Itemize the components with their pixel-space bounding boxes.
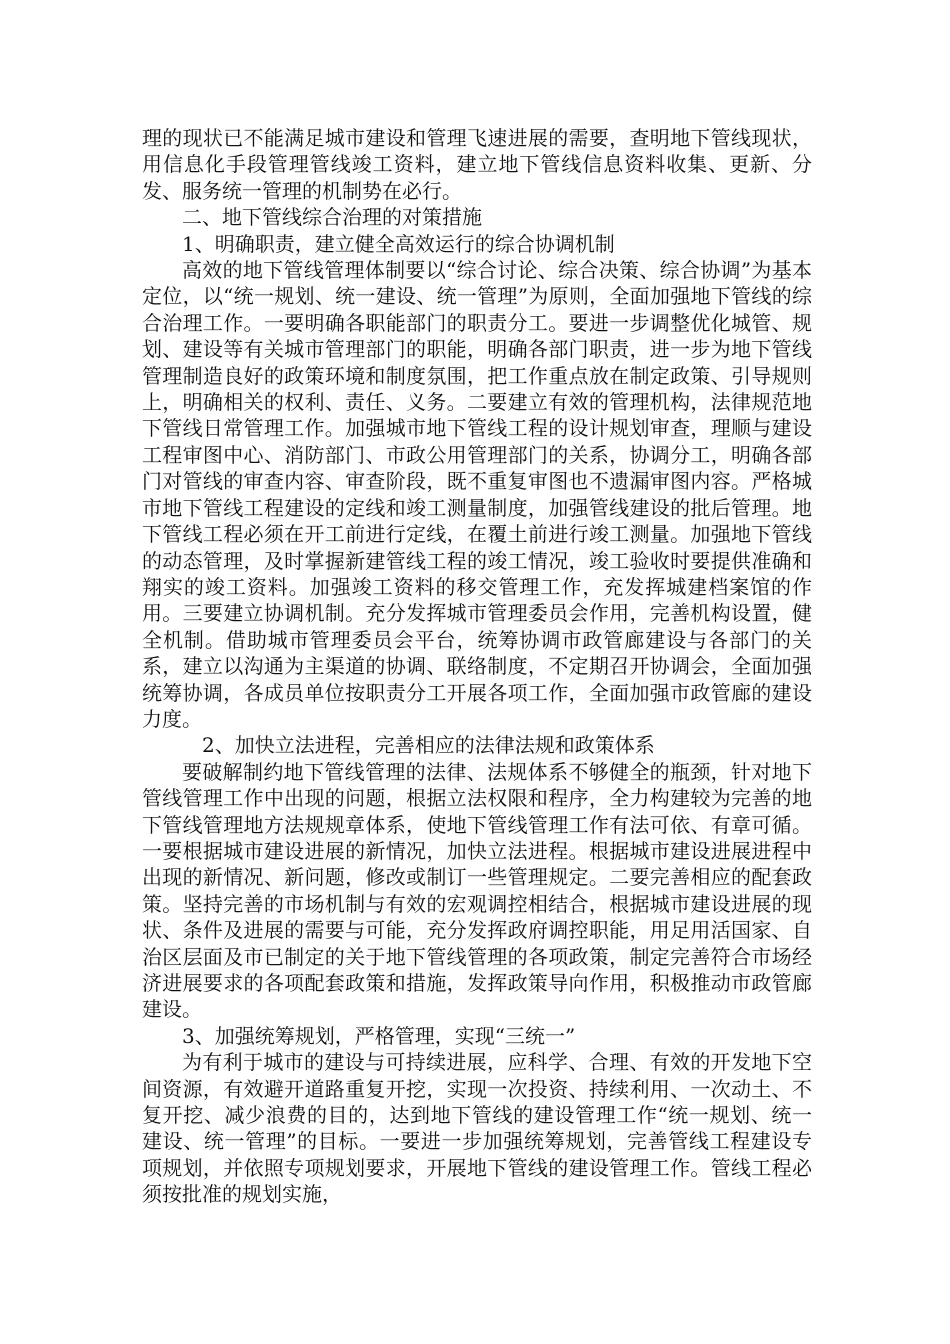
document-body	[142, 125, 812, 1208]
paragraph-intro-continuation: 理的现状已不能满足城市建设和管理飞速进展的需要，查明地下管线现状，用信息化手段管理管线竣工资料，建立地下管线信息资料收集、更新、分发、服务统一管理的机制势在必行。	[142, 126, 812, 203]
subheading-coordination-mechanism: 1、明确职责，建立健全高效运行的综合协调机制	[182, 231, 615, 256]
paragraph-coordination: 高效的地下管线管理体制要以“综合讨论、综合决策、综合协调”为基本定位，以“统一规划、统一建设、统一管理”为原则，全面加强地下管线的综合治理工作。一要明确各职能部门的职责分工。要进一步调整优化城管、规划、建设等有关城市管理部门的职能，明确各部门职责，进一步为地下管线管理制造良好的政策环境和制度氛围，把工作重点放在制定政策、引导规则上，明确相关的权利、责任、义务。二要建立有效的管理机构，法律规范地下管线日常管理工作。加强城市地下管线工程的设计规划审查，理顺与建设工程审图中心、消防部门、市政公用管理部门的关系，协调分工，明确各部门对管线的审查内容、审查阶段，既不重复审图也不遗漏审图内容。严格城市地下管线工程建设的定线和竣工测量制度，加强管线建设的批后管理。地下管线工程必须在开工前进行定线，在覆土前进行竣工测量。加强地下管线的动态管理，及时掌握新建管线工程的竣工情况，竣工验收时要提供准确和翔实的竣工资料。加强竣工资料的移交管理工作，充发挥城建档案馆的作用。三要建立协调机制。充分发挥城市管理委员会作用，完善机构设置，健全机制。借助城市管理委员会平台，统筹协调市政管廊建设与各部门的关系，建立以沟通为主渠道的协调、联络制度，不定期召开协调会，全面加强统筹协调，各成员单位按职责分工开展各项工作，全面加强市政管廊的建设力度。	[142, 258, 812, 731]
paragraph-legislation: 要破解制约地下管线管理的法律、法规体系不够健全的瓶颈，针对地下管线管理工作中出现的问题，根据立法权限和程序，全力构建较为完善的地下管线管理地方法规规章体系，使地下管线管理工作有法可依、有章可循。一要根据城市建设进展的新情况，加快立法进程。根据城市建设进展进程中出现的新情况、新问题，修改或制订一些管理规定。二要完善相应的配套政策。坚持完善的市场机制与有效的宏观调控相结合，根据城市建设进展的现状、条件及进展的需要与可能，充分发挥政府调控职能，用足用活国家、自治区层面及市已制定的关于地下管线管理的各项政策，制定完善符合市场经济进展要求的各项配套政策和措施，发挥政策导向作用，积极推动市政管廊建设。	[142, 759, 812, 1022]
subheading-legislation: 2、加快立法进程，完善相应的法律法规和政策体系	[202, 733, 655, 758]
paragraph-planning: 为有利于城市的建设与可持续进展，应科学、合理、有效的开发地下空间资源，有效避开道路重复开挖，实现一次投资、持续利用、一次动土、不复开挖、减少浪费的目的，达到地下管线的建设管理工作“统一规划、统一建设、统一管理”的目标。一要进一步加强统筹规划，完善管线工程建设专项规划，并依照专项规划要求，开展地下管线的建设管理工作。管线工程必须按批准的规划实施，	[142, 1050, 812, 1207]
section-heading-countermeasures: 二、地下管线综合治理的对策措施	[182, 205, 482, 230]
subheading-planning: 3、加强统筹规划，严格管理，实现“三统一”	[182, 1023, 576, 1048]
